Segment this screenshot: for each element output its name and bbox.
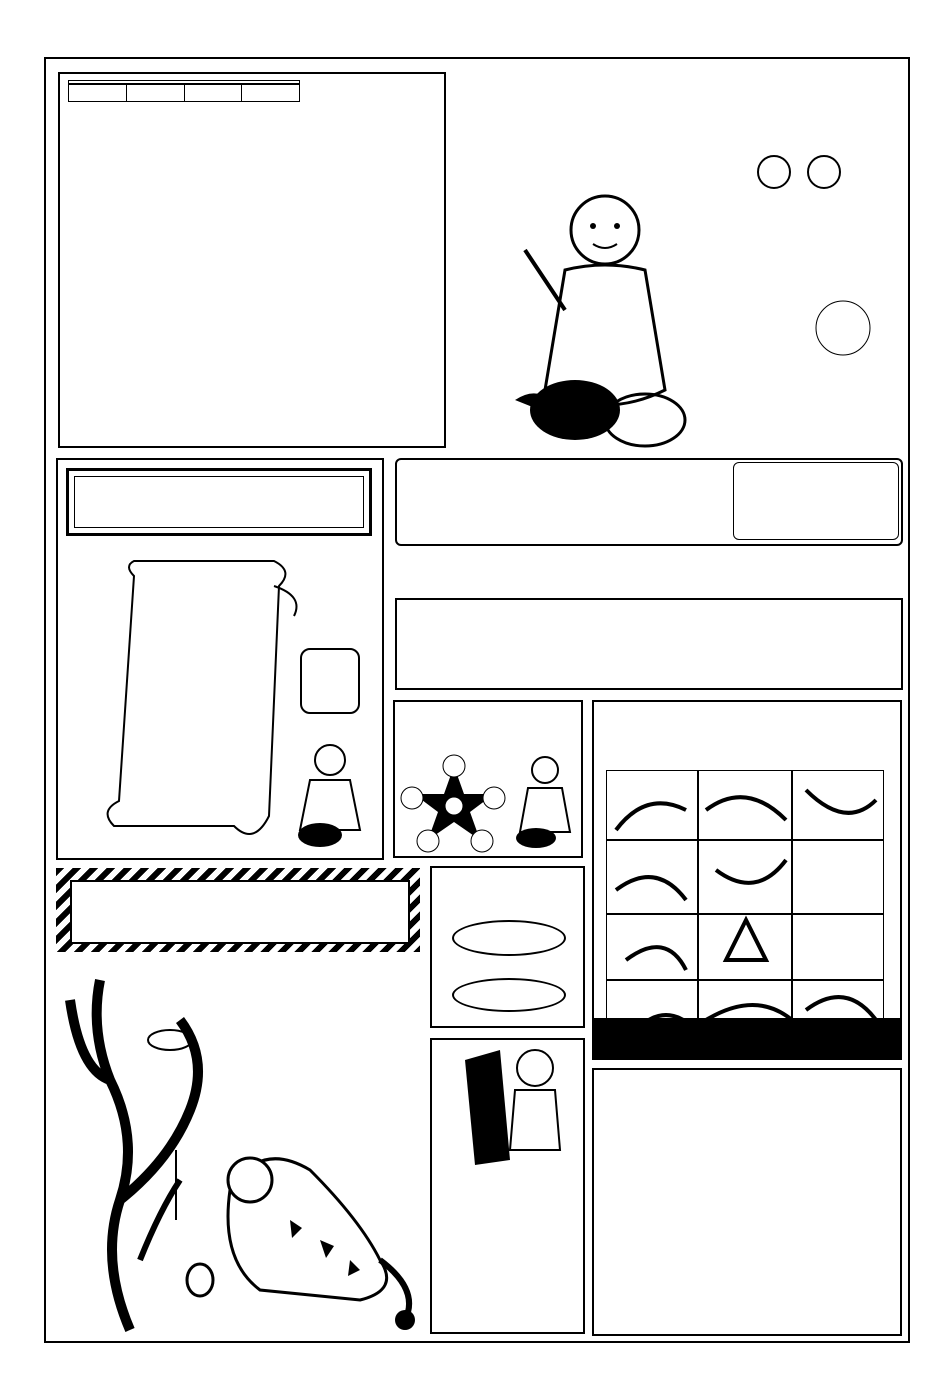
tiger-char-badge: [300, 648, 360, 714]
right-border: [913, 52, 949, 1344]
analysis-text: [80, 92, 440, 442]
top-border: [0, 18, 949, 52]
results-title-bar: [592, 1018, 902, 1058]
scroll-graphic: [94, 556, 304, 856]
deco-circle: [757, 155, 791, 189]
banner-child-illustration: [460, 1040, 570, 1170]
poem-title-box: [66, 468, 372, 536]
left-border: [4, 52, 40, 1344]
small-child-icon: [510, 752, 580, 852]
this-issue-single-pill: [452, 978, 566, 1012]
recommend-box: [395, 598, 903, 690]
star-diagram: [398, 752, 510, 854]
this-issue-big-pill: [452, 920, 566, 956]
bottom-border: [0, 1346, 949, 1374]
next-draw-box: [733, 462, 899, 540]
child-illustration: [505, 190, 705, 460]
results-box: [592, 1068, 902, 1336]
deco-circle: [807, 155, 841, 189]
zodiac-puzzle: [606, 770, 884, 1046]
small-child-icon: [290, 740, 370, 850]
issue-badge: [800, 285, 886, 371]
tree-tiger-illustration: [60, 960, 430, 1340]
